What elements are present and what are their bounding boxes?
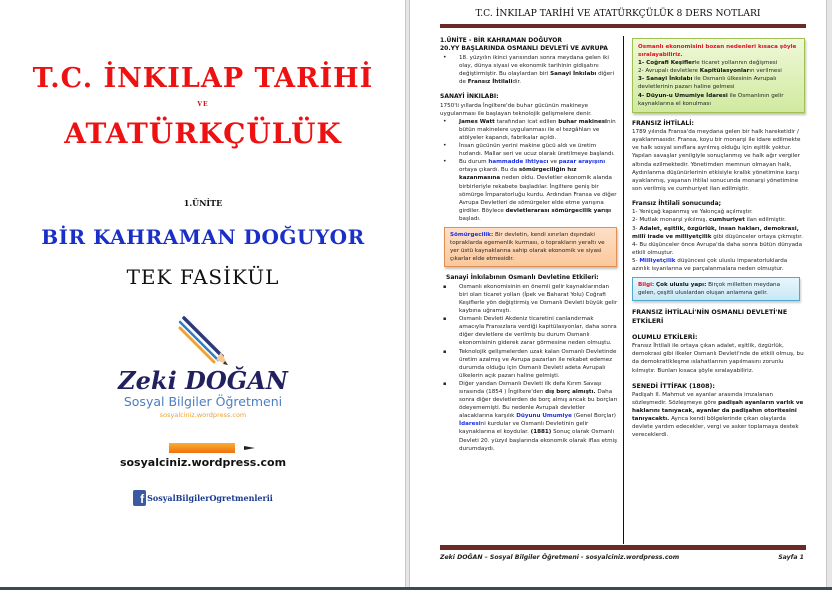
footer-author: Zeki DOĞAN – Sosyal Bilgiler Öğretmeni - sosyalciniz.wordpress.com <box>440 554 680 561</box>
somurgecilik-definition-box: Sömürgecilik: Bir devletin, kendi sınırları dışındaki topraklarda egemenlik kurması, o toprakların yeraltı ve yer üstü kaynaklarına sahip olarak ekonomik ve siyasi çıkarlar elde etmesidir. <box>444 227 617 267</box>
cause-item: 3- Sanayi İnkılabı ile Osmanlı ülkesinin Avrupalı devletlerinin pazarı haline gelmesi <box>638 76 777 91</box>
box-title: Osmanlı ekonomisini bozan nedenleri kısaca şöyle sıralayabiliriz. <box>638 44 797 59</box>
right-column <box>632 38 806 439</box>
cover-title-line1: T.C. İNKILAP TARİHİ <box>32 63 374 94</box>
result-item: 1- Yeniçağ kapanmış ve Yakınçağ açılmıştır. <box>632 209 753 216</box>
notes-page <box>409 0 827 587</box>
economy-causes-box <box>632 38 805 113</box>
website-link[interactable]: sosyalciniz.wordpress.com <box>119 456 287 469</box>
cause-item: 2- Avrupalı devletlere Kapitülasyonların verilmesi <box>638 68 782 75</box>
unit-label: 1.ÜNİTE <box>183 198 223 208</box>
facebook-label: SosyalBilgilerOgretmenlerii <box>147 493 273 503</box>
fransiz-heading: FRANSIZ İHTİLALİ: <box>632 119 694 127</box>
author-site: sosyalciniz.wordpress.com <box>159 411 247 419</box>
page-number: Sayfa 1 <box>778 554 804 561</box>
ottoman-effects-heading: FRANSIZ İHTİLALİ'NİN OSMANLI DEVLETİ'NE ETKİLERİ <box>632 309 788 326</box>
unit-title: BİR KAHRAMAN DOĞUYOR <box>41 225 365 249</box>
effect-item: ▪ Osmanlı Devleti Akdeniz ticaretini canlandırmak amacıyla Fransızlara verdiği kapitülasyonlar, daha sonra diğer devletlere de verilmiş bu durum Osmanlı ekonomisinin giderek zarar görmesine neden olmuştu. <box>440 315 618 347</box>
arrow-icon <box>244 446 255 450</box>
effect-item: ▪ Teknolojik gelişmelerden uzak kalan Osmanlı Devletinde üretim azalmış ve Avrupa pazarları ile rekabet edemez durumda olduğu için Osmanlı Devleti adeta Avrupalı ülkelerin açık pazarı haline gelmişti. <box>440 348 618 380</box>
senedi-ittifak-heading: SENEDİ İTTİFAK (1808): <box>632 382 715 390</box>
cover-title-ve: VE <box>197 101 209 108</box>
cover-title-line2: ATATÜRKÇÜLÜK <box>64 117 342 150</box>
cover-page <box>0 0 406 587</box>
effect-item: ▪ Osmanlı ekonomisinin en önemli gelir kaynaklarından biri olan ticaret yolları (İpek ve Baharat Yolu) Coğrafi Keşiflerle yön değiştirmiş ve Osmanlı Devleti büyük gelir kaybına uğramıştı. <box>440 283 618 315</box>
results-heading: Fransız İhtilali sonucunda; <box>632 199 722 207</box>
result-item: 3- Adalet, eşitlik, özgürlük, insan hakları, demokrasi, millî irade ve milliyetçilik gibi düşünceler ortaya çıkmıştır. <box>632 225 803 240</box>
sanayi-text: 1750'li yıllarda İngiltere'de buhar gücünün makineye uygulanması ile başlayan teknolojik gelişmelere denir. <box>440 102 592 117</box>
result-item: 4- Bu düşünceler önce Avrupa'da daha sonra bütün dünyada etkili olmuştur. <box>632 241 803 256</box>
sanayi-bullet: • İnsan gücünün yerini makine gücü aldı ve üretim hızlandı. Mallar seri ve ucuz olarak üretilmeye başlandı. <box>440 142 618 158</box>
cause-item: 1- Coğrafi Keşiflerle ticaret yollarının değişmesi <box>638 60 778 67</box>
author-name: Zeki DOĞAN <box>118 366 288 395</box>
column-divider <box>623 36 624 544</box>
fascicle-label: TEK FASİKÜL <box>126 265 280 289</box>
positive-effects-heading: OLUMLU ETKİLERİ: <box>632 334 698 342</box>
author-role: Sosyal Bilgiler Öğretmeni <box>123 394 283 409</box>
senedi-ittifak-text: Padişah II. Mahmut ve ayanlar arasında imzalanan sözleşmedir. Sözleşmeye göre padişah ayanların varlık ve haklarını tanıyacak, ayanlar da padişahın otoritesini tanıyacaktı. Ayrıca kendi bölgelerinde çıkan olaylarda devlete yardım edecekler, vergi ve asker toplamaya destek vereceklerdi. <box>632 391 804 439</box>
cause-item: 4- Düyun-u Umumiye İdaresi ile Osmanlının gelir kaynaklarına el konulması <box>638 92 784 107</box>
section-heading: 20.YY BAŞLARINDA OSMANLI DEVLETİ VE AVRUPA <box>440 45 608 53</box>
positive-effects-text: Fransız İhtilali ile ortaya çıkan adalet, eşitlik, özgürlük, demokrasi gibi ilkeler Osmanlı Devleti'nde de etkili olmuş, bu da demokratikleşme ıslahatlarının yapılmasını zorunlu kılmıştır. Bunları kısaca şöyle sıralayabiliriz. <box>632 343 804 374</box>
intro-bullet: • 18. yüzyılın ikinci yarısından sonra meydana gelen iki olay, dünya siyasi ve ekonomik tarihinin gidişatını değiştirmiştir. Bu olaylardan biri Sanayi İnkılabı diğeri de Fransız İhtilalidir. <box>440 54 618 86</box>
effect-item: ▪ Diğer yandan Osmanlı Devleti ilk defa Kırım Savaşı sırasında (1854 ) İngiltere'den dış borç almıştı. Daha sonra diğer devletlerden de borç almış ancak bu borçları ödeyememişti. Bu nedenle Avrupalı devletler alacaklarına karşılık Düyunu Umumiye (Genel Borçlar) İdaresini kurdular ve Osmanlı Devletinin gelir kaynaklarına el koydular. (1881) Sonuç olarak Osmanlı Devleti 20. yüzyıl başlarında ekonomik olarak iflas etmiş durumdaydı. <box>440 380 618 453</box>
facebook-icon: f <box>133 490 146 506</box>
info-box: Bilgi: Çok uluslu yapı: Birçok milletten meydana gelen, çeşitli uluslardan oluşan anlamına gelir. <box>632 277 800 301</box>
pencil-icon <box>178 316 233 366</box>
footer-rule <box>440 545 806 550</box>
banner-bar-graphic <box>169 443 235 453</box>
effects-heading: Sanayi İnkılabının Osmanlı Devletine Etkileri: <box>446 274 599 282</box>
facebook-link[interactable] <box>0 490 406 506</box>
fransiz-text: 1789 yılında Fransa'da meydana gelen bir halk hareketidir / ayaklanmasıdır. Fransa, koyu bir monarşi ile idare edilmekte ve halk sosyal sınıflara ayrılmış olduğu için eşitlik yoktur. Yapılan savaşlar yenilgiyle sonuçlanmış ve halk ağır vergiler altında ezilmektedir. Yönetimden memnun olmayan halk, Aydınlanma düşünürlerinin etkisiyle krallık yönetimine karşı ayaklanmış, yaşanan ihtilal sonucunda monarşi yönetimine son verilmiş ve cumhuriyet ilan edilmiştir. <box>632 129 801 192</box>
left-column <box>440 37 618 453</box>
sanayi-bullet: • Bu durum hammadde ihtiyacı ve pazar arayışını ortaya çıkardı. Bu da sömürgeciliğin hız kazanmasına neden oldu. Devletler ekonomik alanda birbirleriyle rekabete başladılar. İngiltere geniş bir sömürge İmparatorluğu kurdu. Ardından Fransa ve diğer Avrupa Devletleri de sömürgeler elde etme yarışına girdiler. Böylece devletlerarası sömürgecilik yarışı başladı. <box>440 158 618 223</box>
sanayi-heading: SANAYİ İNKILABI: <box>440 93 499 101</box>
result-item: 2- Mutlak monarşi yıkılmış, cumhuriyet ilan edilmiştir. <box>632 217 786 224</box>
sanayi-bullet: • James Watt tarafından icat edilen buhar makinesinin bütün makinelere uygulanması ile el tezgâhları ve atölyeler kapandı, fabrikalar açıldı. <box>440 118 618 142</box>
unit-heading: 1.ÜNİTE - BİR KAHRAMAN DOĞUYOR <box>440 37 562 44</box>
header-rule <box>440 24 806 28</box>
result-item: 5- Milliyetçilik düşüncesi çok uluslu imparatorluklarda azınlık isyanlarına ve parçalanmalara neden olmuştur. <box>632 257 788 272</box>
page-header: T.C. İNKILAP TARİHİ VE ATATÜRKÇÜLÜK 8 DERS NOTLARI <box>475 8 761 19</box>
